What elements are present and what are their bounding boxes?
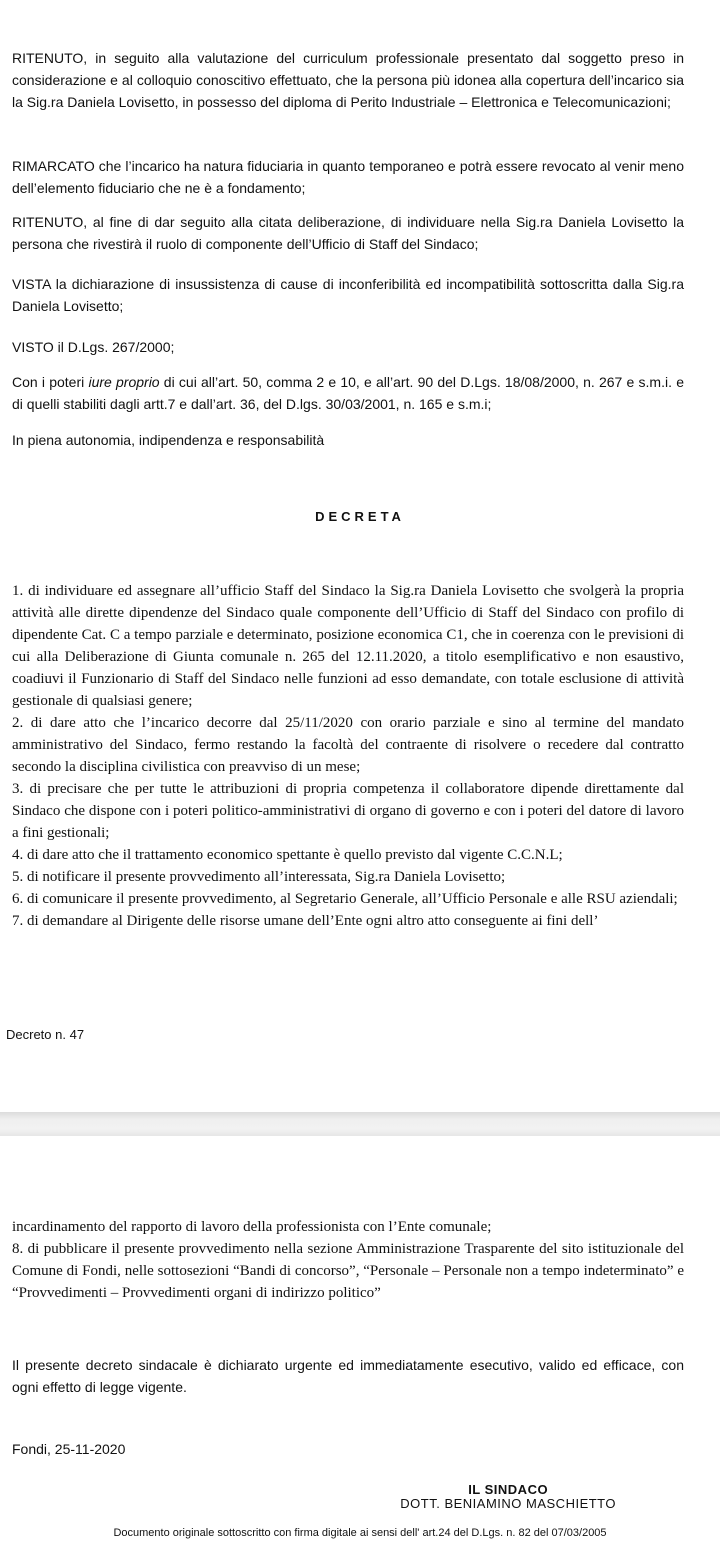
decree-item-2: 2. di dare atto che l’incarico decorre dal 25/11/2020 con orario parziale e sino al termine del mandato amministrativo del Sindaco, fermo restando la facoltà del contraente di risolvere o recedere dal contratto secondo la disciplina civilistica con preavviso di un mese; bbox=[12, 715, 684, 775]
poteri-iure-proprio: iure proprio bbox=[88, 374, 160, 390]
paragraph-ritenuto-staff: RITENUTO, al fine di dar seguito alla citata deliberazione, di individuare nella Sig.ra Daniela Lovisetto la persona che rivestirà il ruolo di componente dell’Ufficio di Staff del Sindaco; bbox=[12, 214, 684, 252]
paragraph-ritenuto-curriculum: RITENUTO, in seguito alla valutazione del curriculum professionale presentato dal soggetto preso in considerazione e al colloquio conoscitivo effettuato, che la persona più idonea alla copertura dell’incarico sia la Sig.ra Daniela Lovisetto, in possesso del diploma di Perito Industriale – Elettronica e Telecomunicazioni; bbox=[12, 50, 684, 110]
paragraph-autonomia: In piena autonomia, indipendenza e responsabilità bbox=[12, 432, 325, 448]
decree-items-continued bbox=[12, 1216, 684, 1304]
paragraph-visto-dlgs: VISTO il D.Lgs. 267/2000; bbox=[12, 339, 175, 355]
decreta-heading: DECRETA bbox=[315, 509, 405, 524]
place-date: Fondi, 25-11-2020 bbox=[12, 1441, 126, 1457]
poteri-pre: Con i poteri bbox=[12, 374, 89, 390]
page-separator bbox=[0, 1112, 720, 1136]
decree-item-5: 5. di notificare il presente provvedimento all’interessata, Sig.ra Daniela Lovisetto; bbox=[12, 869, 506, 885]
signature-role: IL SINDACO bbox=[468, 1482, 549, 1497]
decree-item-7: 7. di demandare al Dirigente delle risorse umane dell’Ente ogni altro atto conseguente ai fini dell’ bbox=[12, 913, 599, 929]
paragraph-vista-dichiarazione: VISTA la dichiarazione di insussistenza di cause di inconferibilità ed incompatibilità sottoscritta dalla Sig.ra Daniela Lovisetto; bbox=[12, 276, 684, 314]
poteri-post: di cui all’art. 50, comma 2 e 10, e all’art. 90 del D.Lgs. 18/08/2000, n. 267 e s.m.i. e di quelli stabiliti dagli artt.7 e dall’art. 36, del D.lgs. 30/03/2001, n. 165 e s.m.i; bbox=[12, 374, 684, 412]
paragraph-poteri bbox=[12, 371, 684, 415]
decree-item-7-continuation: incardinamento del rapporto di lavoro della professionista con l’Ente comunale; bbox=[12, 1219, 492, 1235]
paragraph-rimarcato: RIMARCATO che l’incarico ha natura fiduciaria in quanto temporaneo e potrà essere revocato al venir meno dell’elemento fiduciario che ne è a fondamento; bbox=[12, 158, 684, 196]
decree-item-3: 3. di precisare che per tutte le attribuzioni di propria competenza il collaboratore dipende direttamente dal Sindaco che dispone con i poteri politico-amministrativi di organo di governo e con i poteri del datore di lavoro a fini gestionali; bbox=[12, 781, 684, 841]
signature-block bbox=[400, 1483, 616, 1511]
digital-signature-note: Documento originale sottoscritto con firma digitale ai sensi dell' art.24 del D.Lgs. n. 82 del 07/03/2005 bbox=[113, 1527, 607, 1539]
decree-item-8: 8. di pubblicare il presente provvedimento nella sezione Amministrazione Trasparente del sito istituzionale del Comune di Fondi, nelle sottosezioni “Bandi di concorso”, “Personale – Personale non a tempo indeterminato” e “Provvedimenti – Provvedimenti organi di indirizzo politico” bbox=[12, 1241, 684, 1301]
paragraph-urgente: Il presente decreto sindacale è dichiarato urgente ed immediatamente esecutivo, valido ed efficace, con ogni effetto di legge vigente. bbox=[12, 1357, 684, 1395]
decree-item-4: 4. di dare atto che il trattamento economico spettante è quello previsto dal vigente C.C.N.L; bbox=[12, 847, 563, 863]
decree-number-footer: Decreto n. 47 bbox=[6, 1027, 85, 1042]
decree-item-1: 1. di individuare ed assegnare all’ufficio Staff del Sindaco la Sig.ra Daniela Lovisetto che svolgerà la propria attività alle dirette dipendenze del Sindaco quale componente dell’Ufficio di Staff del Sindaco con profilo di dipendente Cat. C a tempo parziale e determinato, posizione economica C1, che in coerenza con le previsioni di cui alla Deliberazione di Giunta comunale n. 265 del 12.11.2020, a titolo esemplificativo e non esaustivo, coadiuvi il Funzionario di Staff del Sindaco nelle funzioni ad esso demandate, con totale esclusione di attività gestionale di qualsiasi genere; bbox=[12, 583, 684, 709]
decree-items-list bbox=[12, 580, 684, 932]
document-page-2 bbox=[0, 1136, 720, 1560]
signature-name: DOTT. BENIAMINO MASCHIETTO bbox=[400, 1496, 616, 1511]
decree-item-6: 6. di comunicare il presente provvedimento, al Segretario Generale, all’Ufficio Personale e alle RSU aziendali; bbox=[12, 891, 678, 907]
